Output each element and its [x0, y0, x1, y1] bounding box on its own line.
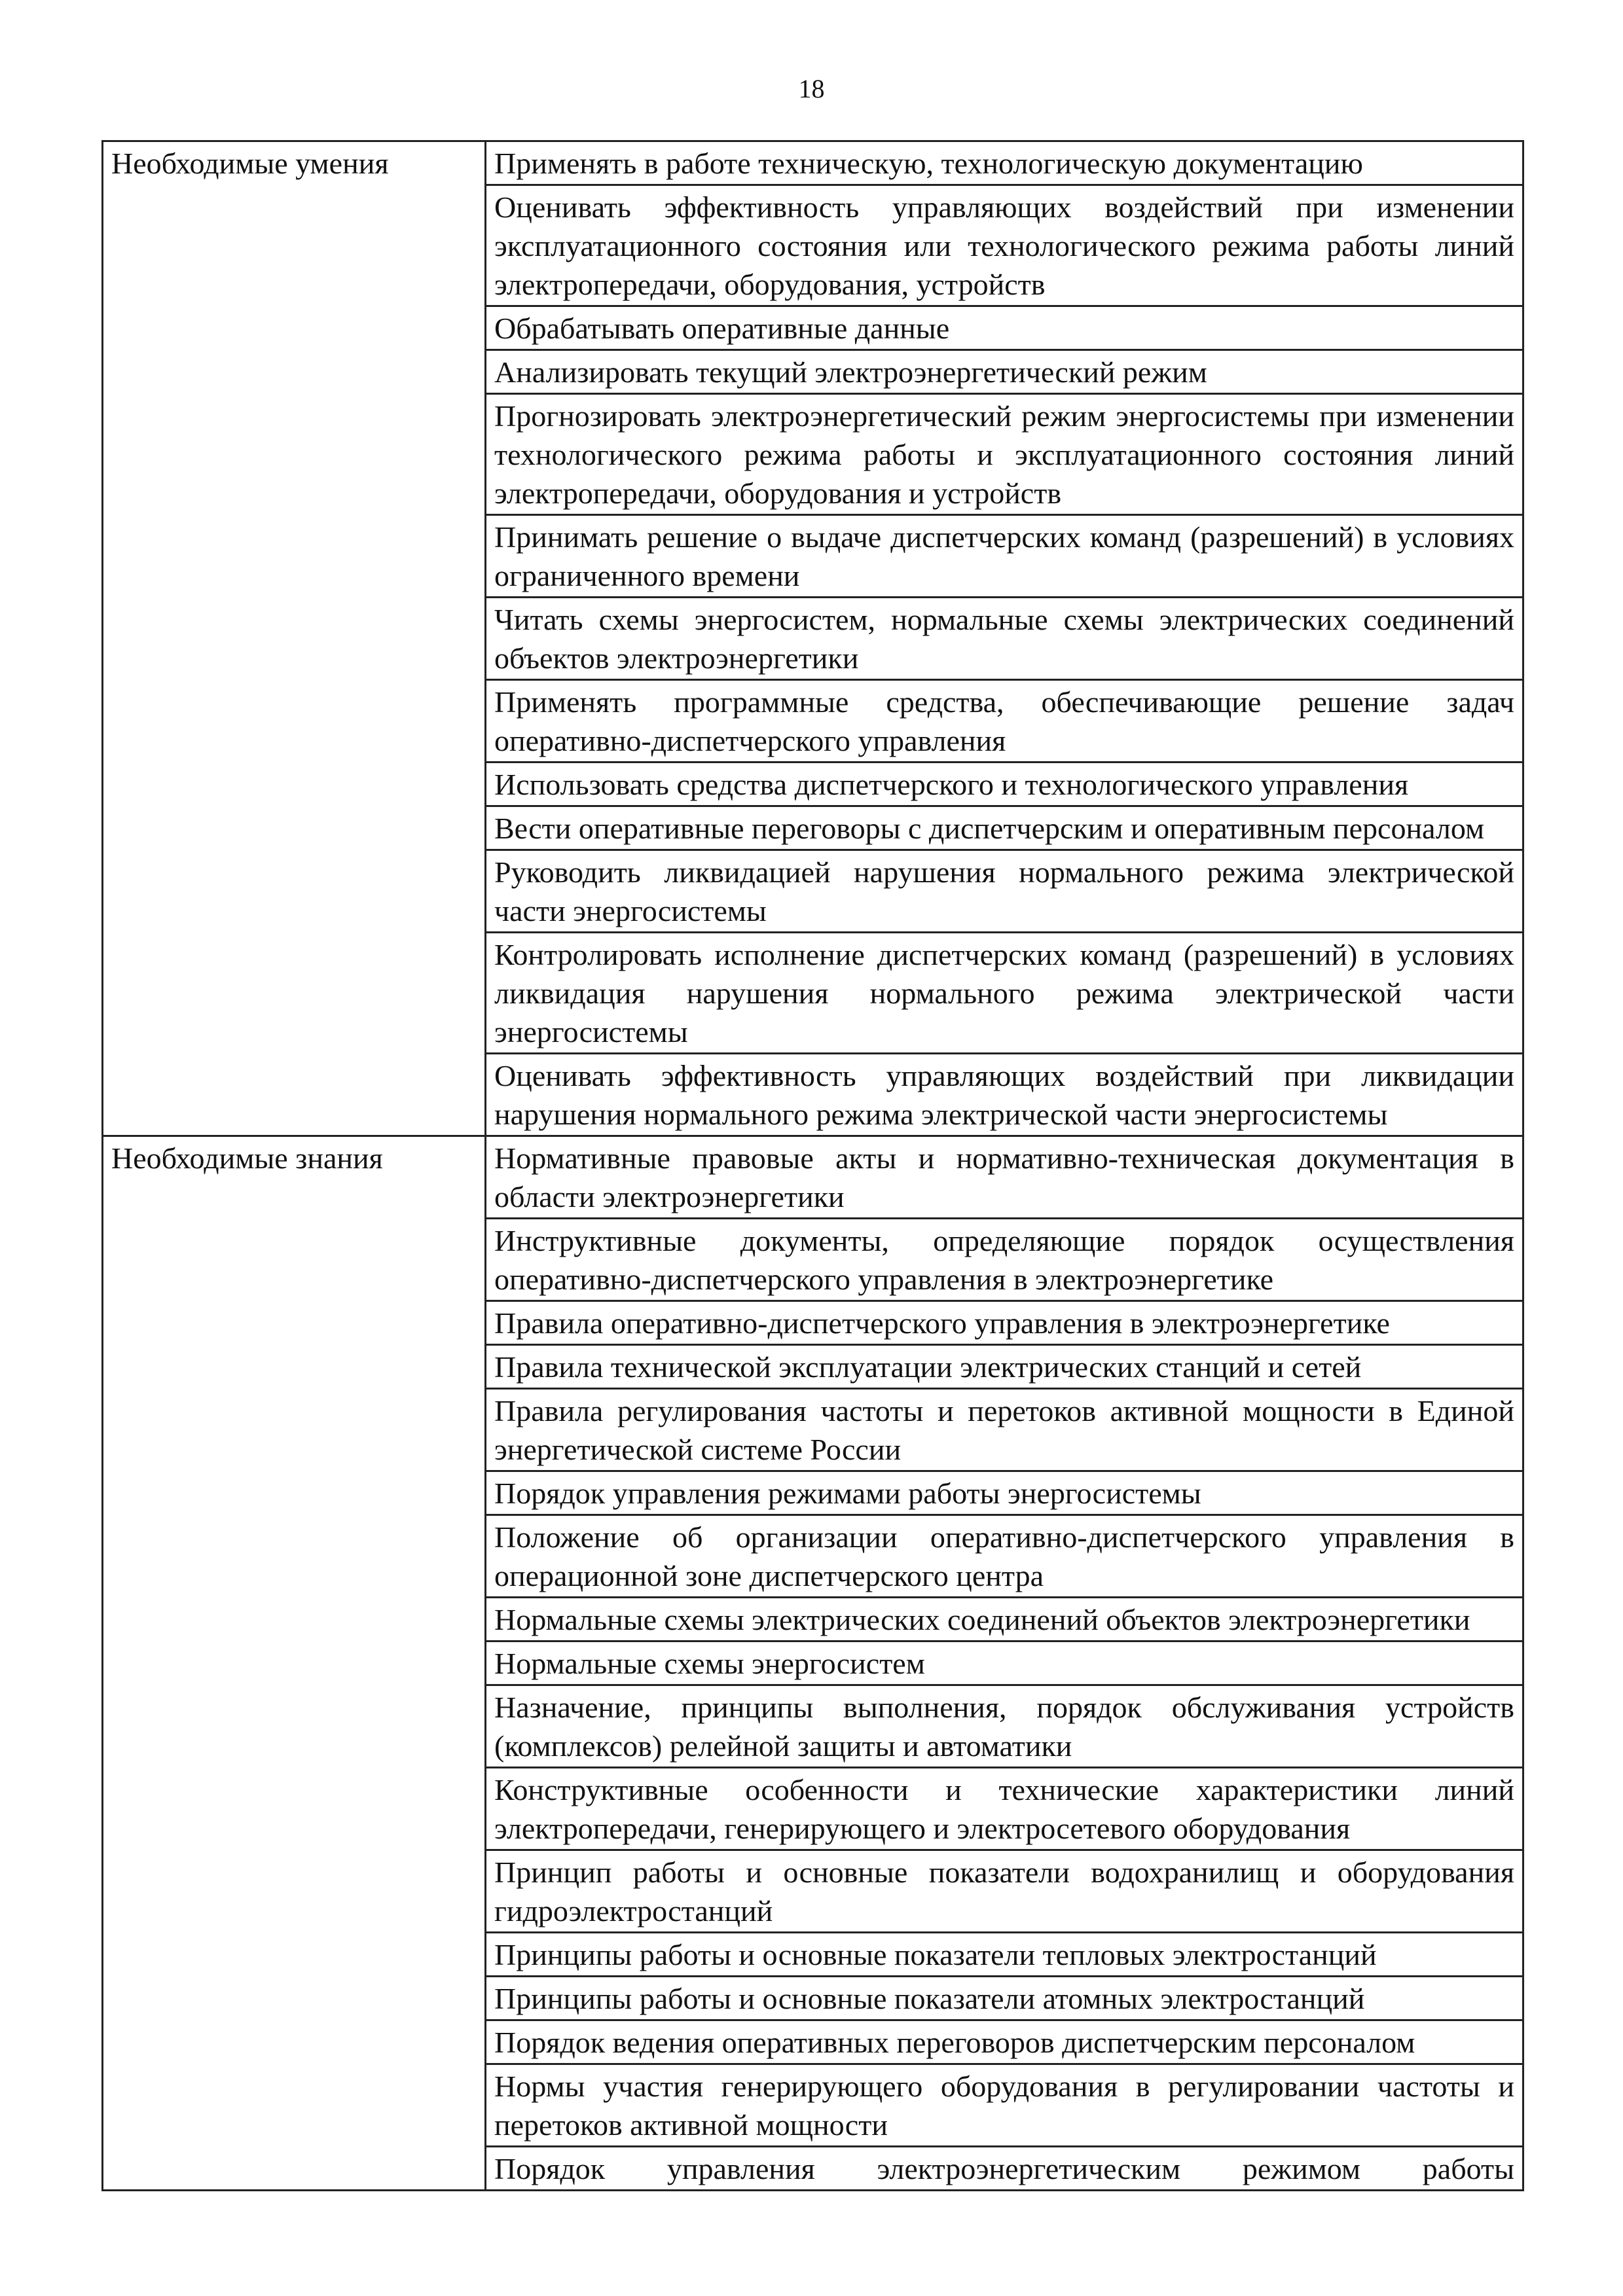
competency-table: [101, 140, 1524, 2191]
table-row: [103, 141, 1523, 185]
skill-item: Вести оперативные переговоры с диспетчерским и оперативным персоналом: [486, 806, 1523, 850]
page-number: 18: [798, 74, 825, 103]
knowledge-item: Правила оперативно-диспетчерского управления в электроэнергетике: [486, 1301, 1523, 1345]
skill-item: Использовать средства диспетчерского и технологического управления: [486, 762, 1523, 806]
knowledge-item: Порядок управления режимами работы энергосистемы: [486, 1471, 1523, 1515]
knowledge-item: Правила регулирования частоты и перетоков активной мощности в Единой энергетической системе России: [486, 1389, 1523, 1471]
skill-item: Руководить ликвидацией нарушения нормального режима электрической части энергосистемы: [486, 850, 1523, 933]
skill-item: Читать схемы энергосистем, нормальные схемы электрических соединений объектов электроэнергетики: [486, 598, 1523, 680]
skill-item: Прогнозировать электроэнергетический режим энергосистемы при изменении технологического режима работы и эксплуатационного состояния линий электропередачи, оборудования и устройств: [486, 394, 1523, 515]
knowledge-item: Нормативные правовые акты и нормативно-техническая документация в области электроэнергетики: [486, 1136, 1523, 1219]
skill-item: Контролировать исполнение диспетчерских команд (разрешений) в условиях ликвидация нарушения нормального режима электрической части энергосистемы: [486, 933, 1523, 1054]
knowledge-item: Принципы работы и основные показатели тепловых электростанций: [486, 1933, 1523, 1977]
skill-item: Оценивать эффективность управляющих воздействий при изменении эксплуатационного состояния или технологического режима работы линий электропередачи, оборудования, устройств: [486, 185, 1523, 306]
knowledge-item: Принципы работы и основные показатели атомных электростанций: [486, 1977, 1523, 2020]
knowledge-item: Принцип работы и основные показатели водохранилищ и оборудования гидроэлектростанций: [486, 1850, 1523, 1933]
skill-item: Применять программные средства, обеспечивающие решение задач оперативно-диспетчерского управления: [486, 680, 1523, 762]
knowledge-item: Порядок управления электроэнергетическим режимом работы: [486, 2147, 1523, 2191]
table-row: [103, 1136, 1523, 1219]
knowledge-item: Назначение, принципы выполнения, порядок обслуживания устройств (комплексов) релейной защиты и автоматики: [486, 1685, 1523, 1768]
knowledge-item: Положение об организации оперативно-диспетчерского управления в операционной зоне диспетчерского центра: [486, 1515, 1523, 1598]
skill-item: Анализировать текущий электроэнергетический режим: [486, 350, 1523, 394]
knowledge-item: Правила технической эксплуатации электрических станций и сетей: [486, 1345, 1523, 1389]
skill-item: Обрабатывать оперативные данные: [486, 306, 1523, 350]
knowledge-item: Конструктивные особенности и технические характеристики линий электропередачи, генерирующего и электросетевого оборудования: [486, 1768, 1523, 1850]
skill-item: Применять в работе техническую, технологическую документацию: [486, 141, 1523, 185]
knowledge-item: Нормальные схемы энергосистем: [486, 1641, 1523, 1685]
section-label-skills: Необходимые умения: [103, 141, 486, 1136]
skill-item: Оценивать эффективность управляющих воздействий при ликвидации нарушения нормального режима электрической части энергосистемы: [486, 1054, 1523, 1136]
skill-item: Принимать решение о выдаче диспетчерских команд (разрешений) в условиях ограниченного времени: [486, 515, 1523, 598]
section-label-knowledge: Необходимые знания: [103, 1136, 486, 2191]
knowledge-item: Порядок ведения оперативных переговоров диспетчерским персоналом: [486, 2020, 1523, 2064]
knowledge-item: Нормальные схемы электрических соединений объектов электроэнергетики: [486, 1598, 1523, 1641]
knowledge-item: Нормы участия генерирующего оборудования в регулировании частоты и перетоков активной мощности: [486, 2064, 1523, 2147]
knowledge-item: Инструктивные документы, определяющие порядок осуществления оперативно-диспетчерского управления в электроэнергетике: [486, 1219, 1523, 1301]
